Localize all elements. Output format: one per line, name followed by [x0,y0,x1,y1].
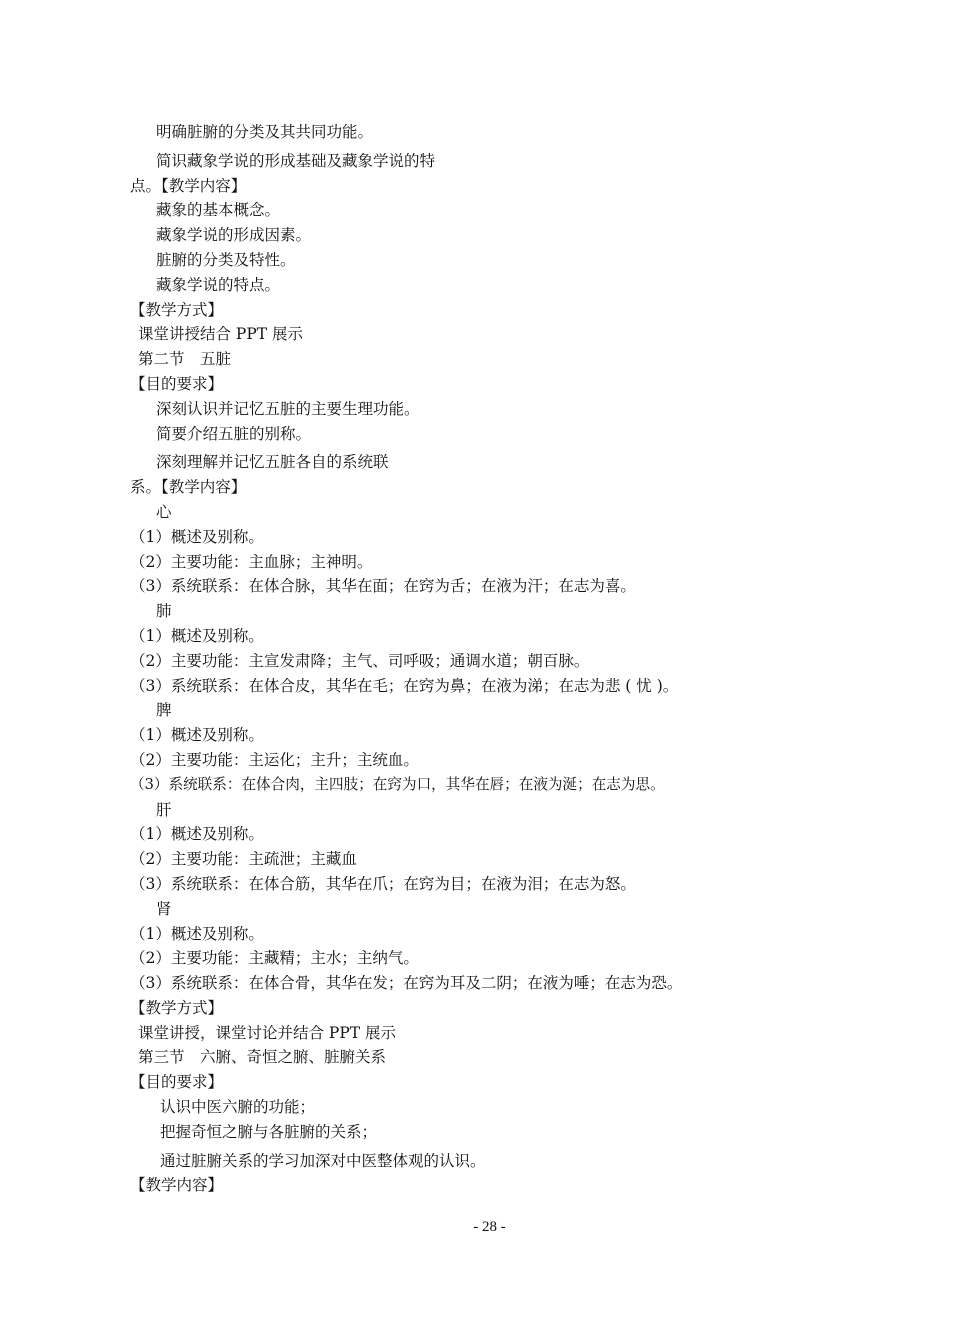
page-content [130,120,850,1198]
list-item: （1）概述及别称。 [130,924,264,943]
method-heading: 【教学方式】 [130,300,224,319]
goal-line: 把握奇恒之腑与各脏腑的关系； [160,1122,378,1141]
list-item: （3）系统联系：在体合皮，其华在毛；在窍为鼻；在液为涕；在志为悲 ( 忧 )。 [130,676,679,695]
method-text: 课堂讲授，课堂讨论并结合 PPT 展示 [138,1023,397,1042]
goal-line: 认识中医六腑的功能； [160,1098,316,1117]
goal-line: 深刻认识并记忆五脏的主要生理功能。 [156,399,420,418]
list-item: （2）主要功能：主藏精；主水；主纳气。 [130,949,419,968]
list-item: （1）概述及别称。 [130,626,264,645]
list-item: （3）系统联系：在体合脉，其华在面；在窍为舌；在液为汗；在志为喜。 [130,577,636,596]
goal-line: 简识藏象学说的形成基础及藏象学说的特 [156,151,436,170]
organ-heading-kidney: 肾 [156,899,172,918]
goal-line-wrap: 系。【教学内容】 [130,478,247,497]
organ-heading-lung: 肺 [156,602,172,621]
organ-heading-heart: 心 [156,502,172,521]
list-item: （2）主要功能：主宣发肃降；主气、司呼吸；通调水道；朝百脉。 [130,651,590,670]
goal-line: 深刻理解并记忆五脏各自的系统联 [156,453,389,472]
goal-heading: 【目的要求】 [130,1073,224,1092]
section-title: 第二节 五脏 [138,350,232,369]
method-heading: 【教学方式】 [130,998,224,1017]
list-item: （2）主要功能：主血脉；主神明。 [130,552,373,571]
list-item: （1）概述及别称。 [130,527,264,546]
goal-heading: 【目的要求】 [130,374,224,393]
content-line: 藏象学说的形成因素。 [156,226,312,245]
list-item: （3）系统联系：在体合筋，其华在爪；在窍为目；在液为泪；在志为怒。 [130,874,636,893]
goal-line: 简要介绍五脏的别称。 [156,424,312,443]
goal-line-wrap: 点。【教学内容】 [130,176,247,195]
list-item: （2）主要功能：主疏泄；主藏血 [130,850,357,869]
organ-heading-liver: 肝 [156,800,172,819]
list-item: （2）主要功能：主运化；主升；主统血。 [130,750,419,769]
list-item: （3）系统联系：在体合骨，其华在发；在窍为耳及二阴；在液为唾；在志为恐。 [130,974,683,993]
goal-line: 通过脏腑关系的学习加深对中医整体观的认识。 [160,1151,486,1170]
list-item: （3）系统联系：在体合肉，主四肢；在窍为口，其华在唇；在液为涎；在志为思。 [130,775,665,793]
list-item: （1）概述及别称。 [130,825,264,844]
content-heading: 【教学内容】 [130,1176,224,1195]
goal-line: 明确脏腑的分类及其共同功能。 [156,123,374,141]
content-line: 藏象的基本概念。 [156,201,281,220]
section-title: 第三节 六腑、奇恒之腑、脏腑关系 [138,1048,387,1067]
content-line: 藏象学说的特点。 [156,275,281,294]
organ-heading-spleen: 脾 [156,701,172,720]
page-number: - 28 - [473,1219,506,1235]
content-line: 脏腑的分类及特性。 [156,250,296,269]
method-text: 课堂讲授结合 PPT 展示 [138,325,304,344]
list-item: （1）概述及别称。 [130,726,264,745]
